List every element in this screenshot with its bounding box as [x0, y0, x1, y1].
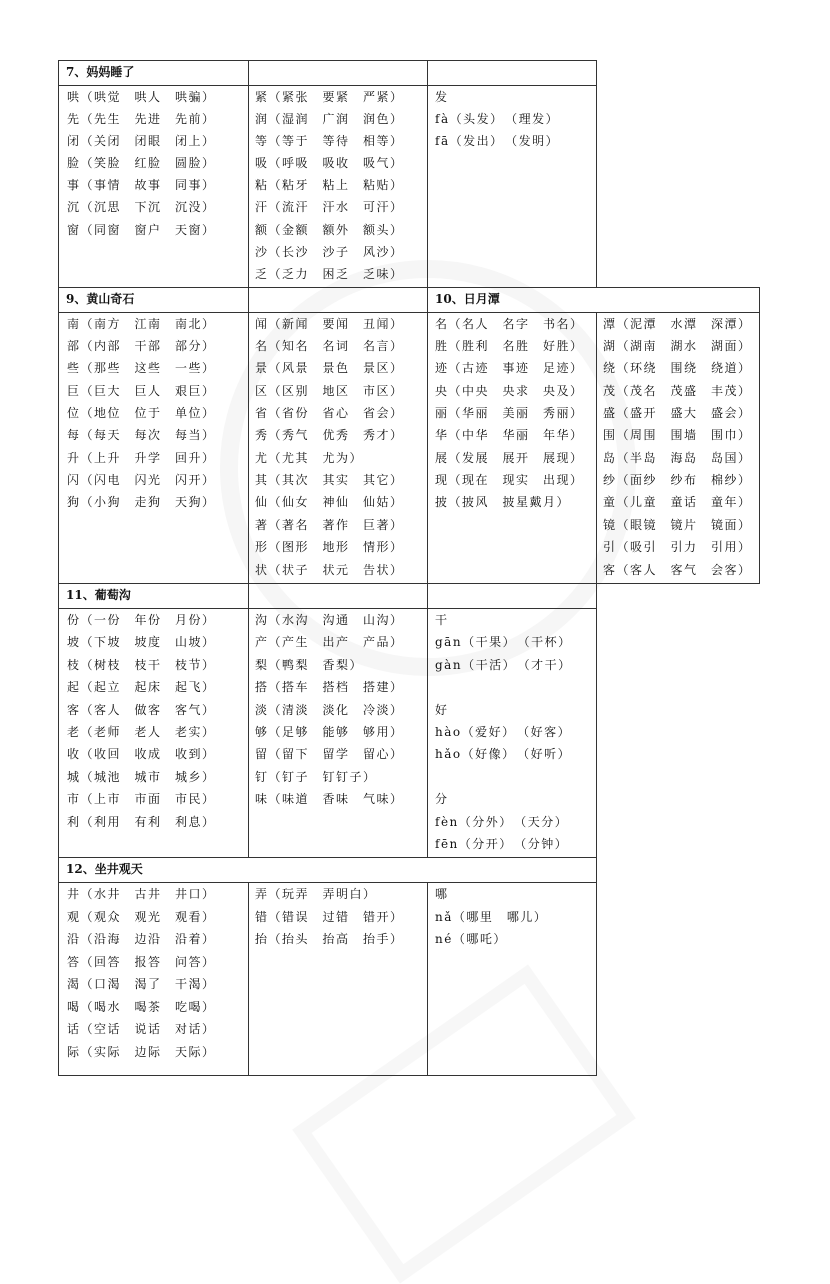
word-entry: 展（发展 展开 展现）	[435, 451, 584, 465]
section-title: 9、黄山奇石	[66, 292, 135, 306]
word-entry: 枝（树枝 枝干 枝节）	[67, 658, 216, 672]
pinyin-entry: fèn（分外） （天分）	[435, 815, 569, 829]
word-entry: 弄（玩弄 弄明白）	[255, 887, 377, 901]
word-entry: 梨（鸭梨 香梨）	[255, 658, 364, 672]
word-entry: 著（著名 著作 巨著）	[255, 518, 404, 532]
section-9-header	[58, 287, 249, 313]
section-10-header	[427, 287, 760, 313]
word-entry: 坡（下坡 坡度 山坡）	[67, 635, 216, 649]
word-entry: 丽（华丽 美丽 秀丽）	[435, 406, 584, 420]
polyphone-char: 好	[435, 703, 449, 717]
word-entry: 岛（半岛 海岛 岛国）	[603, 451, 752, 465]
word-entry: 汗（流汗 汗水 可汗）	[255, 200, 404, 214]
word-entry: 客（客人 客气 会客）	[603, 563, 752, 577]
section-11-header	[58, 583, 249, 609]
section-12-header	[58, 857, 597, 883]
word-entry: 秀（秀气 优秀 秀才）	[255, 428, 404, 442]
pinyin-entry: gàn（干活） （才干）	[435, 658, 572, 672]
section-title: 12、坐井观天	[66, 862, 143, 876]
word-entry: 等（等于 等待 相等）	[255, 134, 404, 148]
word-entry: 利（利用 有利 利息）	[67, 815, 216, 829]
word-entry: 额（金额 额外 额头）	[255, 223, 404, 237]
word-entry: 抬（抬头 抬高 抬手）	[255, 932, 404, 946]
word-entry: 区（区别 地区 市区）	[255, 384, 404, 398]
word-entry: 乏（乏力 困乏 乏味）	[255, 267, 404, 281]
word-entry: 湖（湖南 湖水 湖面）	[603, 339, 752, 353]
section-title: 10、日月潭	[435, 292, 500, 306]
header-blank-cell	[427, 60, 597, 86]
word-entry: 喝（喝水 喝茶 吃喝）	[67, 1000, 216, 1014]
pinyin-entry: né（哪吒）	[435, 932, 507, 946]
word-entry: 闪（闪电 闪光 闪开）	[67, 473, 216, 487]
word-entry: 市（上市 市面 市民）	[67, 792, 216, 806]
polyphone-char: 发	[435, 90, 449, 104]
word-entry: 仙（仙女 神仙 仙姑）	[255, 495, 404, 509]
word-entry: 吸（呼吸 吸收 吸气）	[255, 156, 404, 170]
section-title: 7、妈妈睡了	[66, 65, 135, 79]
word-entry: 纱（面纱 纱布 棉纱）	[603, 473, 752, 487]
pinyin-entry: hào（爱好） （好客）	[435, 725, 572, 739]
word-entry: 窗（同窗 窗户 天窗）	[67, 223, 216, 237]
word-entry: 胜（胜利 名胜 好胜）	[435, 339, 584, 353]
word-entry: 引（吸引 引力 引用）	[603, 540, 752, 554]
polyphone-char: 分	[435, 792, 449, 806]
word-entry: 其（其次 其实 其它）	[255, 473, 404, 487]
word-entry: 起（起立 起床 起飞）	[67, 680, 216, 694]
word-entry: 每（每天 每次 每当）	[67, 428, 216, 442]
word-entry: 城（城池 城市 城乡）	[67, 770, 216, 784]
word-entry: 盛（盛开 盛大 盛会）	[603, 406, 752, 420]
pinyin-entry: nǎ（哪里 哪儿）	[435, 910, 548, 924]
word-entry: 闻（新闻 要闻 丑闻）	[255, 317, 404, 331]
word-entry: 围（周围 围墙 围巾）	[603, 428, 752, 442]
word-entry: 景（风景 景色 景区）	[255, 361, 404, 375]
pinyin-entry: gān（干果） （干杯）	[435, 635, 572, 649]
word-entry: 位（地位 位于 单位）	[67, 406, 216, 420]
word-entry: 粘（粘牙 粘上 粘贴）	[255, 178, 404, 192]
word-entry: 先（先生 先进 先前）	[67, 112, 216, 126]
word-entry: 华（中华 华丽 年华）	[435, 428, 584, 442]
word-entry: 味（味道 香味 气味）	[255, 792, 404, 806]
word-entry: 际（实际 边际 天际）	[67, 1045, 216, 1059]
word-entry: 些（那些 这些 一些）	[67, 361, 216, 375]
pinyin-entry: fā（发出） （发明）	[435, 134, 560, 148]
word-entry: 渴（口渴 渴了 干渴）	[67, 977, 216, 991]
word-entry: 淡（清淡 淡化 冷淡）	[255, 703, 404, 717]
word-entry: 名（知名 名词 名言）	[255, 339, 404, 353]
word-entry: 巨（巨大 巨人 艰巨）	[67, 384, 216, 398]
word-entry: 钉（钉子 钉钉子）	[255, 770, 377, 784]
word-entry: 镜（眼镜 镜片 镜面）	[603, 518, 752, 532]
word-entry: 童（儿童 童话 童年）	[603, 495, 752, 509]
word-entry: 留（留下 留学 留心）	[255, 747, 404, 761]
word-entry: 绕（环绕 围绕 绕道）	[603, 361, 752, 375]
word-entry: 话（空话 说话 对话）	[67, 1022, 216, 1036]
word-entry: 够（足够 能够 够用）	[255, 725, 404, 739]
word-entry: 观（观众 观光 观看）	[67, 910, 216, 924]
word-entry: 客（客人 做客 客气）	[67, 703, 216, 717]
word-entry: 沙（长沙 沙子 风沙）	[255, 245, 404, 259]
word-entry: 哄（哄觉 哄人 哄骗）	[67, 90, 216, 104]
word-entry: 省（省份 省心 省会）	[255, 406, 404, 420]
word-entry: 沿（沿海 边沿 沿着）	[67, 932, 216, 946]
header-blank-cell	[248, 583, 428, 609]
word-entry: 南（南方 江南 南北）	[67, 317, 216, 331]
word-entry: 茂（茂名 茂盛 丰茂）	[603, 384, 752, 398]
word-entry: 沉（沉思 下沉 沉没）	[67, 200, 216, 214]
word-entry: 紧（紧张 要紧 严紧）	[255, 90, 404, 104]
word-entry: 答（回答 报答 问答）	[67, 955, 216, 969]
header-blank-cell	[427, 583, 597, 609]
word-entry: 形（图形 地形 情形）	[255, 540, 404, 554]
word-entry: 披（披风 披星戴月）	[435, 495, 571, 509]
word-entry: 尤（尤其 尤为）	[255, 451, 364, 465]
word-entry: 状（状子 状元 告状）	[255, 563, 404, 577]
word-entry: 润（湿润 广润 润色）	[255, 112, 404, 126]
polyphone-char: 哪	[435, 887, 449, 901]
word-entry: 央（中央 央求 央及）	[435, 384, 584, 398]
word-entry: 搭（搭车 搭档 搭建）	[255, 680, 404, 694]
word-entry: 名（名人 名字 书名）	[435, 317, 584, 331]
word-entry: 部（内部 干部 部分）	[67, 339, 216, 353]
word-entry: 错（错误 过错 错开）	[255, 910, 404, 924]
word-entry: 狗（小狗 走狗 天狗）	[67, 495, 216, 509]
word-entry: 产（产生 出产 产品）	[255, 635, 404, 649]
word-entry: 老（老师 老人 老实）	[67, 725, 216, 739]
word-entry: 事（事情 故事 同事）	[67, 178, 216, 192]
word-entry: 沟（水沟 沟通 山沟）	[255, 613, 404, 627]
word-entry: 收（收回 收成 收到）	[67, 747, 216, 761]
pinyin-entry: fēn（分开） （分钟）	[435, 837, 569, 851]
pinyin-entry: fà（头发） （理发）	[435, 112, 560, 126]
pinyin-entry: hǎo（好像） （好听）	[435, 747, 572, 761]
word-entry: 闭（关闭 闭眼 闭上）	[67, 134, 216, 148]
polyphone-char: 干	[435, 613, 449, 627]
section-title: 11、葡萄沟	[66, 588, 131, 602]
header-blank-cell	[248, 60, 428, 86]
word-entry: 井（水井 古井 井口）	[67, 887, 216, 901]
word-entry: 升（上升 升学 回升）	[67, 451, 216, 465]
word-entry: 脸（笑脸 红脸 圆脸）	[67, 156, 216, 170]
header-blank-cell	[248, 287, 428, 313]
word-entry: 潭（泥潭 水潭 深潭）	[603, 317, 752, 331]
word-entry: 份（一份 年份 月份）	[67, 613, 216, 627]
word-entry: 现（现在 现实 出现）	[435, 473, 584, 487]
word-entry: 迹（古迹 事迹 足迹）	[435, 361, 584, 375]
section-7-header	[58, 60, 249, 86]
